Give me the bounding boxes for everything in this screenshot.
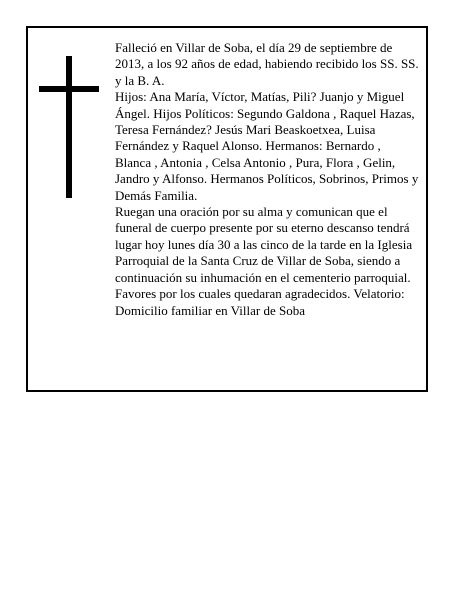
family-paragraph: Hijos: Ana María, Víctor, Matías, Pili? Juanjo y Miguel Ángel. Hijos Políticos: Segundo Galdona , Raquel Hazas, Teresa Fernández? Jesús Mari Beaskoetxea, Luisa Fernández y Raquel Alonso. Hermanos: Bernardo , Blanca , Antonia , Celsa Antonio , Pura, Flora , Gelin, Jandro y Alfonso. Hermanos Políticos, Sobrinos, Primos y Demás Familia. xyxy=(115,89,419,203)
cross-horizontal-bar xyxy=(39,86,99,92)
funeral-info-paragraph: Ruegan una oración por su alma y comunican que el funeral de cuerpo presente por su eterno descanso tendrá lugar hoy lunes día 30 a las cinco de la tarde en la Iglesia Parroquial de la Santa Cruz de Villar de Soba, siendo a continuación su inhumación en el cementerio parroquial. Favores por los cuales quedaran agradecidos. Velatorio: Domicilio familiar en Villar de Soba xyxy=(115,204,413,318)
obituary-text xyxy=(115,40,420,319)
obituary-notice xyxy=(26,26,428,392)
cross-vertical-bar xyxy=(66,56,72,198)
death-notice-paragraph: Falleció en Villar de Soba, el día 29 de septiembre de 2013, a los 92 años de edad, habiendo recibido los SS. SS. y la B. A. xyxy=(115,40,419,88)
latin-cross-icon xyxy=(39,56,99,198)
